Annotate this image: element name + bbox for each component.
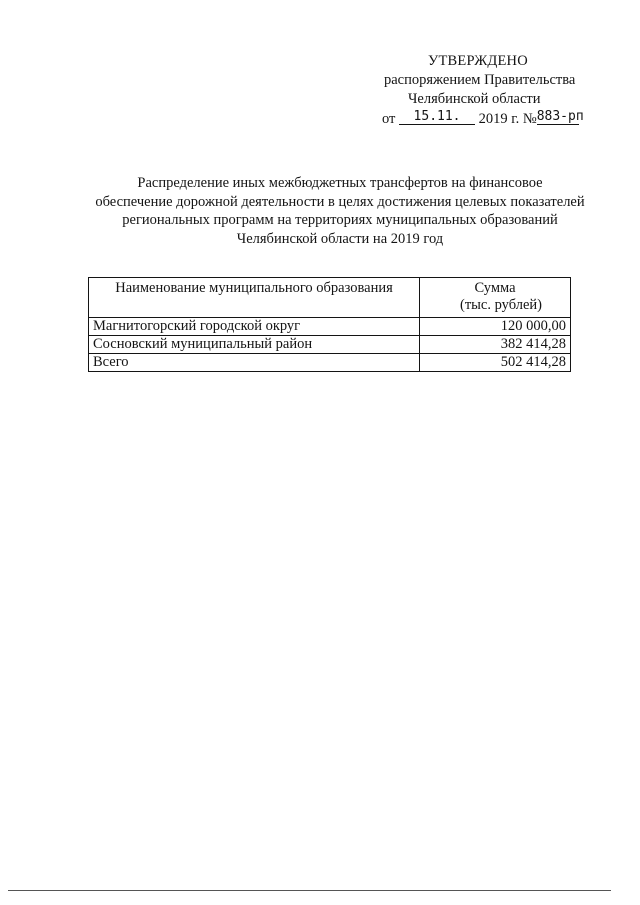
column-header-name: Наименование муниципального образования [89,278,420,318]
column-header-sum-label: Сумма [474,280,516,296]
document-title [70,174,610,248]
title-line-1: Распределение иных межбюджетных трансфертов на финансовое [137,175,543,191]
total-label: Всего [89,354,420,372]
title-line-3: региональных программ на территориях муниципальных образований [122,212,558,228]
approval-number: 883-рп [536,109,584,124]
row-name: Магнитогорский городской округ [89,318,420,336]
approval-region: Челябинской области [408,91,541,107]
row-name: Сосновский муниципальный район [89,336,420,354]
title-line-2: обеспечение дорожной деятельности в целях достижения целевых показателей [95,193,585,210]
approval-date: 15.11. [399,110,475,125]
approval-number-sign: № [522,111,537,127]
approval-from-label: от [382,111,396,127]
table-row [89,318,571,336]
row-sum: 120 000,00 [420,318,571,336]
approval-stamp [360,52,620,132]
page-bottom-divider [8,890,611,891]
approval-heading: УТВЕРЖДЕНО [428,53,528,69]
approval-dateline [360,110,620,132]
approval-decree: распоряжением Правительства [384,72,576,88]
table-row [89,336,571,354]
distribution-table [88,277,571,372]
table-header-row [89,278,571,318]
title-line-4: Челябинской области на 2019 год [236,230,444,247]
row-sum: 382 414,28 [420,336,571,354]
approval-year: 2019 г. [478,111,520,127]
column-header-sum-unit: (тыс. рублей) [460,297,542,313]
column-header-sum [420,278,571,318]
total-sum: 502 414,28 [420,354,571,372]
table-total-row [89,354,571,372]
